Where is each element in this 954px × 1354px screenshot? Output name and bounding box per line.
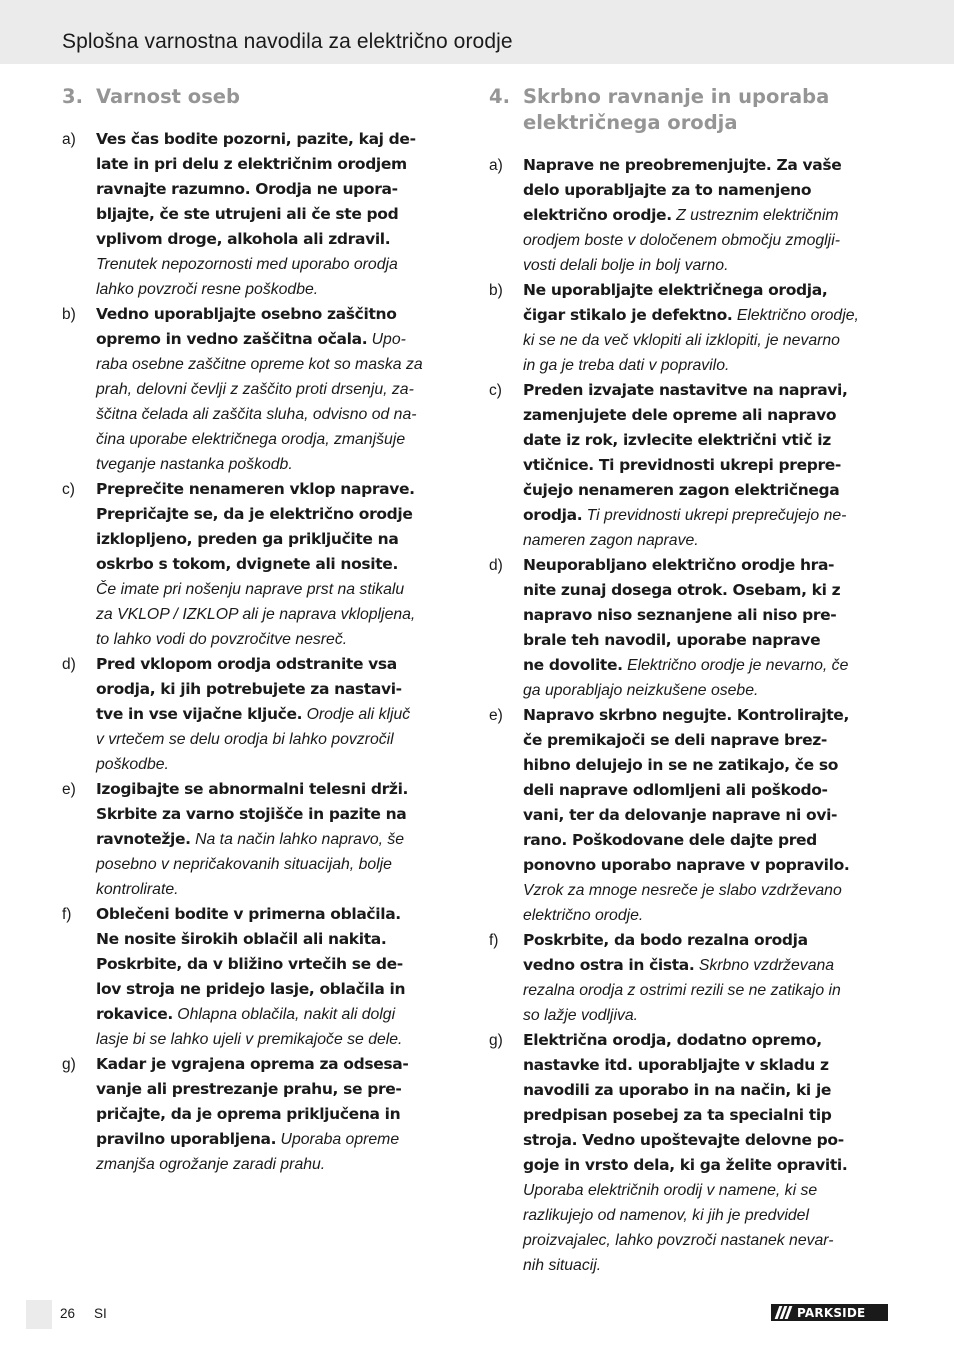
item-bold-text: Oblečeni bodite v primerna oblačila. Ne nosite širokih oblačil ali nakita. Poskrbite, da v bližino vrtečih se de- lov stroja ne pridejo lasje, oblačila in rokavice. [96, 905, 406, 1023]
item-bold-text: Preprečite nenameren vklop naprave. Prepričajte se, da je električno orodje izklopljeno, preden ga priključite na oskrbo s tokom, dvignete ali nosite. [96, 480, 415, 573]
section-4-column [489, 84, 894, 1278]
item-body [96, 127, 464, 302]
item-italic-text: Električno orodje je nevarno, če ga uporabljajo neizkušene osebe. [523, 657, 849, 699]
item-italic-text: Če imate pri nošenju naprave prst na stikalu za VKLOP / IZKLOP ali je naprava vklopljena, to lahko vodi do povzročitve nesreč. [96, 581, 416, 648]
item-bold-text: Poskrbite, da bodo rezalna orodja vedno ostra in čista. [523, 931, 808, 974]
section-heading: Skrbno ravnanje in uporaba električnega orodja [523, 85, 830, 134]
item-italic-text: Upo- raba osebne zaščitne opreme kot so maska za prah, delovni čevlji z zaščito proti drsenju, za- ščitna čelada ali zaščita sluha, odvisno od na- čina uporabe električnega orodja, zmanjšuje tveganje nastanka poškodb. [96, 331, 423, 473]
item-bold-text: Pred vklopom orodja odstranite vsa orodja, ki jih potrebujete za nastavi- tve in vse vijačne ključe. [96, 655, 402, 723]
item-body [523, 703, 894, 928]
section-items [62, 127, 464, 1177]
item-letter: g) [62, 1056, 76, 1073]
item-bold-text: Naprave ne preobremenjujte. Za vaše delo uporabljajte za to namenjeno električno orodje. [523, 156, 842, 224]
item-italic-text: Skrbno vzdrževana rezalna orodja z ostrimi rezili se ne zatikajo in so lažje vodljiva. [523, 957, 841, 1024]
item-body [96, 302, 464, 477]
list-item [62, 477, 464, 652]
item-bold-text: Izogibajte se abnormalni telesni drži. Skrbite za varno stojišče in pazite na ravnotežje. [96, 780, 409, 848]
item-italic-text: Električno orodje, ki se ne da več vklopiti ali izklopiti, je nevarno in ga je treba dati v popravilo. [523, 307, 859, 374]
item-italic-text: Trenutek nepozornosti med uporabo orodja lahko povzroči resne poškodbe. [96, 256, 398, 298]
item-body [523, 553, 894, 703]
section-items [489, 153, 894, 1278]
logo-text: PARKSIDE [797, 1305, 866, 1320]
item-italic-text: Ohlapna oblačila, nakit ali dolgi lasje bi se lahko ujeli v premikajoče se dele. [96, 1006, 403, 1048]
item-body [523, 928, 894, 1028]
item-body [96, 777, 464, 902]
item-bold-text: Napravo skrbno negujte. Kontrolirajte, če premikajoči se deli naprave brez- hibno delujejo in se ne zatikajo, če so deli naprave odlomljeni ali poškodo- vani, ter da delovanje naprave ni ovi- rano. Poškodovane dele dajte pred ponovno uporabo naprave v popravilo. [523, 706, 850, 874]
item-letter: c) [62, 481, 75, 498]
item-bold-text: Neuporabljano električno orodje hra- nite zunaj dosega otrok. Osebam, ki z napravo niso seznanjene ali niso pre- brale teh navodil, uporabe naprave ne dovolite. [523, 556, 841, 674]
list-item [489, 928, 894, 1028]
item-italic-text: Uporaba električnih orodij v namene, ki se razlikujejo od namenov, ki jih je predvidel proizvajalec, lahko povzroči nastanek nevar- nih situacij. [523, 1182, 834, 1274]
item-bold-text: Ne uporabljajte električnega orodja, čigar stikalo je defektno. [523, 281, 828, 324]
item-bold-text: Vedno uporabljajte osebno zaščitno opremo in vedno zaščitna očala. [96, 305, 397, 348]
page-header [0, 0, 954, 64]
item-letter: e) [62, 781, 76, 798]
logo-stripes-icon [777, 1306, 792, 1319]
page-number: 26 [60, 1306, 76, 1321]
section-title [62, 84, 464, 110]
item-letter: a) [489, 157, 503, 174]
item-body [523, 1028, 894, 1278]
section-heading: Varnost oseb [96, 85, 240, 108]
item-body [523, 378, 894, 553]
item-body [96, 652, 464, 777]
item-italic-text: Na ta način lahko napravo, še posebno v nepričakovanih situacijah, bolje kontrolirate. [96, 831, 405, 898]
item-bold-text: Preden izvajate nastavitve na napravi, zamenjujete dele opreme ali napravo date iz rok, izvlecite električni vtič iz vtičnice. Ti previdnosti ukrepi prepre- čujejo nenameren zagon električnega orodja. [523, 381, 848, 524]
item-letter: a) [62, 131, 76, 148]
section-title [489, 84, 894, 136]
list-item [489, 278, 894, 378]
section-number: 4. [489, 85, 510, 108]
list-item [489, 703, 894, 928]
list-item [489, 153, 894, 278]
page-title: Splošna varnostna navodila za električno orodje [62, 30, 513, 53]
list-item [489, 378, 894, 553]
list-item [62, 902, 464, 1052]
item-letter: g) [489, 1032, 503, 1049]
list-item [62, 1052, 464, 1177]
item-italic-text: Ti previdnosti ukrepi preprečujejo ne- nameren zagon naprave. [523, 507, 847, 549]
list-item [62, 777, 464, 902]
item-letter: d) [62, 656, 76, 673]
item-letter: b) [489, 282, 503, 299]
item-bold-text: Kadar je vgrajena oprema za odsesa- vanje ali prestrezanje prahu, se pre- pričajte, da je oprema priključena in pravilno uporabljena. [96, 1055, 409, 1148]
item-italic-text: Z ustreznim električnim orodjem boste v določenem območju zmoglji- vosti delali bolje in bolj varno. [523, 207, 840, 274]
item-body [523, 153, 894, 278]
item-letter: f) [62, 906, 72, 923]
item-bold-text: Električna orodja, dodatno opremo, nastavke itd. uporabljajte v skladu z navodili za uporabo in na način, ki je predpisan posebej za ta specialni tip stroja. Vedno upoštevajte delovne po- goje in vrsto dela, ki ga želite opraviti. [523, 1031, 848, 1174]
item-letter: c) [489, 382, 502, 399]
item-italic-text: Vzrok za mnoge nesreče je slabo vzdrževano električno orodje. [523, 882, 842, 924]
list-item [62, 127, 464, 302]
section-number: 3. [62, 85, 83, 108]
section-3-column [62, 84, 464, 1177]
list-item [62, 302, 464, 477]
page-number-box [26, 1300, 52, 1329]
list-item [62, 652, 464, 777]
item-body [96, 477, 464, 652]
list-item [489, 1028, 894, 1278]
list-item [489, 553, 894, 703]
language-code: SI [94, 1306, 107, 1321]
item-italic-text: Orodje ali ključ v vrtečem se delu orodja bi lahko povzročil poškodbe. [96, 706, 411, 773]
item-bold-text: Ves čas bodite pozorni, pazite, kaj de- late in pri delu z električnim orodjem ravnajte razumno. Orodja ne upora- bljajte, če ste utrujeni ali če ste pod vplivom droge, alkohola ali zdravil. [96, 130, 416, 248]
item-letter: e) [489, 707, 503, 724]
parkside-logo [771, 1304, 888, 1321]
item-body [96, 1052, 464, 1177]
item-letter: b) [62, 306, 76, 323]
item-body [523, 278, 894, 378]
item-body [96, 902, 464, 1052]
item-italic-text: Uporaba opreme zmanjša ogrožanje zaradi prahu. [96, 1131, 400, 1173]
item-letter: d) [489, 557, 503, 574]
item-letter: f) [489, 932, 499, 949]
